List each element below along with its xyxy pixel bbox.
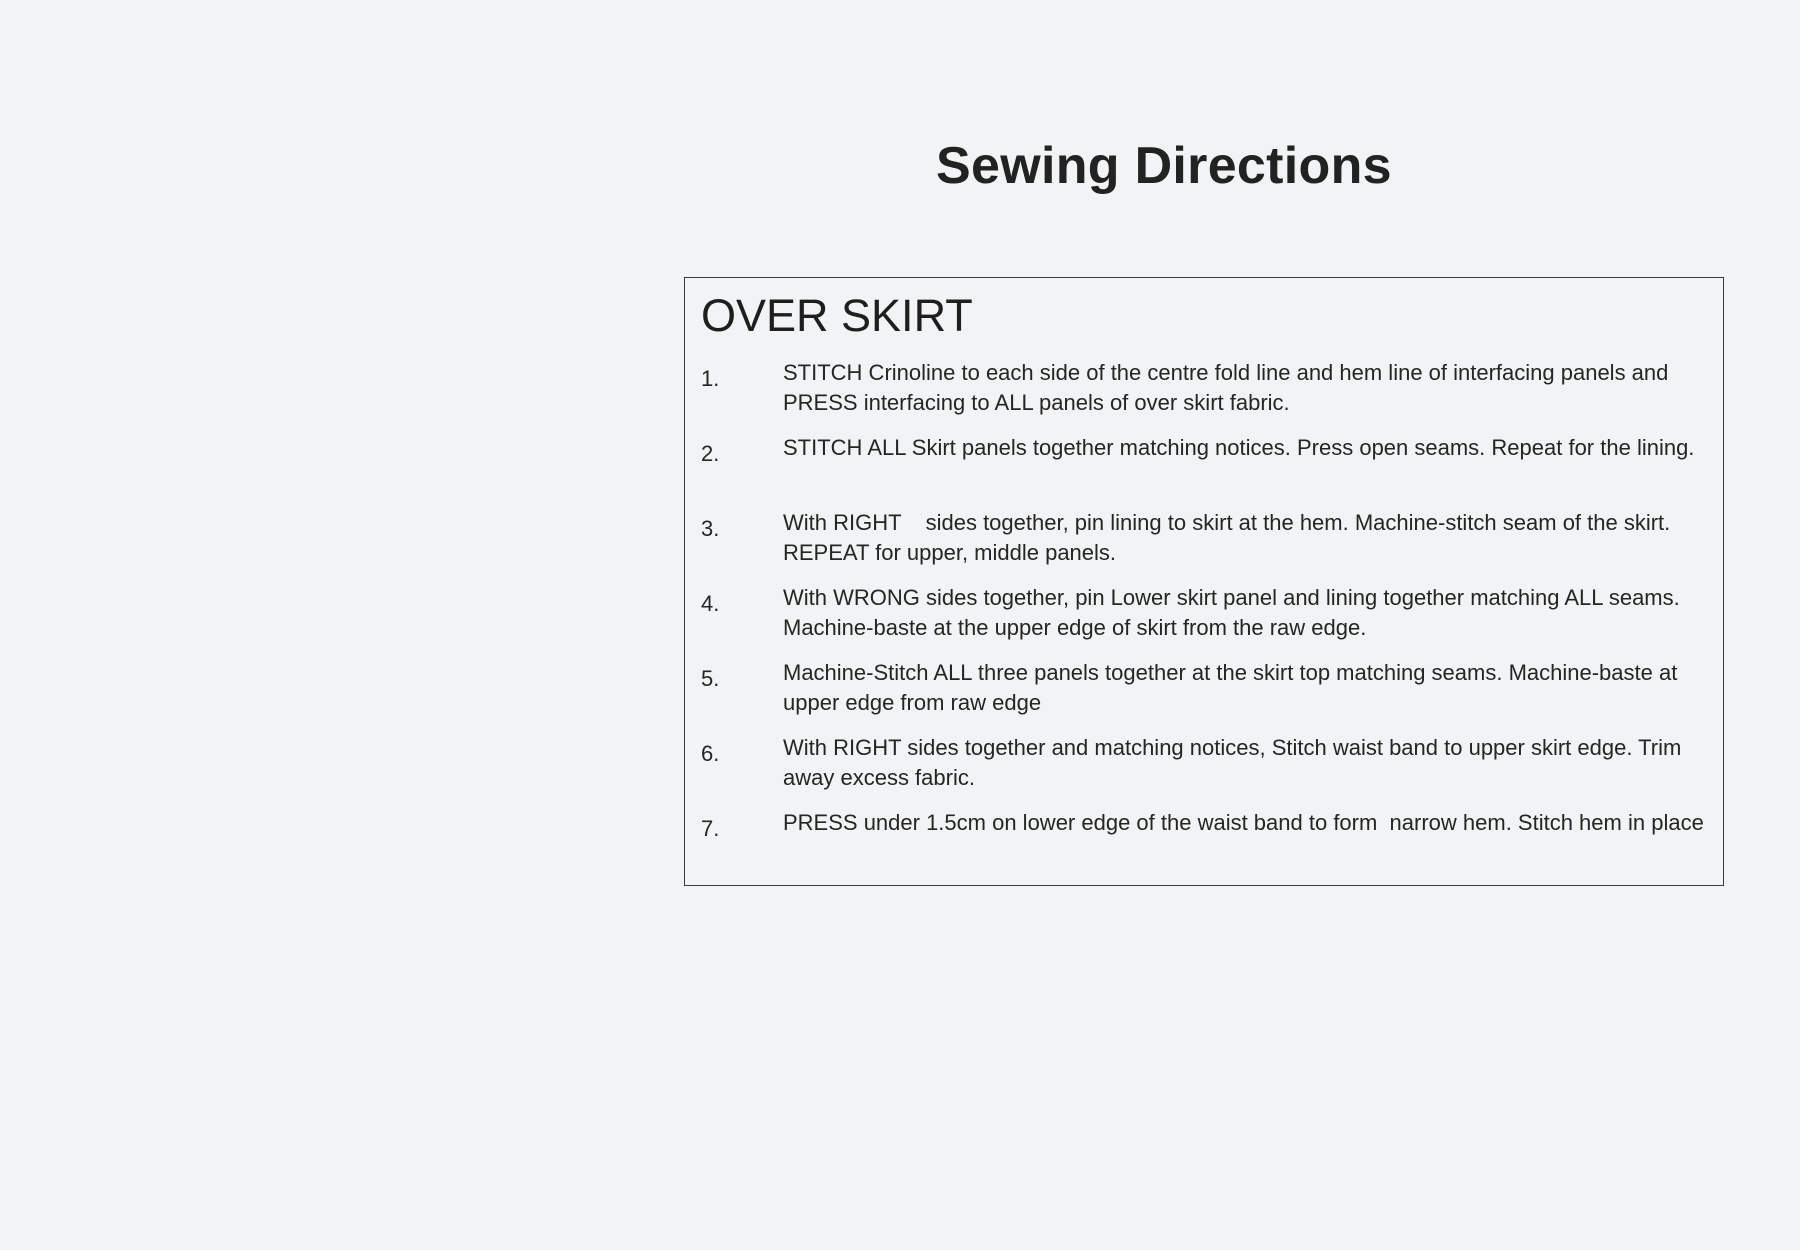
step-number: 1. <box>701 366 720 391</box>
step-number: 3. <box>701 516 720 541</box>
step-text: With WRONG sides together, pin Lower skirt panel and lining together matching ALL seams. Machine-baste at the upper edge of skirt from the raw edge. <box>783 585 1686 640</box>
step-item <box>701 660 1711 739</box>
page-title: Sewing Directions <box>936 137 1392 195</box>
step-item <box>701 735 1711 814</box>
step-number: 7. <box>701 816 720 841</box>
step-text: STITCH ALL Skirt panels together matching notices. Press open seams. Repeat for the lining. <box>783 435 1695 460</box>
step-number: 5. <box>701 666 720 691</box>
over-skirt-section <box>684 277 1724 886</box>
step-text: Machine-Stitch ALL three panels together at the skirt top matching seams. Machine-baste at upper edge from raw edge <box>783 660 1684 715</box>
step-text: With RIGHT sides together, pin lining to skirt at the hem. Machine-stitch seam of the skirt. REPEAT for upper, middle panels. <box>783 510 1677 565</box>
step-number: 6. <box>701 741 720 766</box>
step-item <box>701 510 1711 589</box>
sewing-steps-list <box>701 360 1711 889</box>
step-item <box>701 585 1711 664</box>
step-number: 4. <box>701 591 720 616</box>
step-item <box>701 810 1711 889</box>
section-heading: OVER SKIRT <box>701 290 973 341</box>
step-number: 2. <box>701 441 720 466</box>
step-text: PRESS under 1.5cm on lower edge of the waist band to form narrow hem. Stitch hem in place <box>783 810 1704 835</box>
step-text: With RIGHT sides together and matching notices, Stitch waist band to upper skirt edge. Trim away excess fabric. <box>783 735 1688 790</box>
step-item <box>701 360 1711 439</box>
step-item <box>701 435 1711 514</box>
step-text: STITCH Crinoline to each side of the centre fold line and hem line of interfacing panels and PRESS interfacing to ALL panels of over skirt fabric. <box>783 360 1675 415</box>
